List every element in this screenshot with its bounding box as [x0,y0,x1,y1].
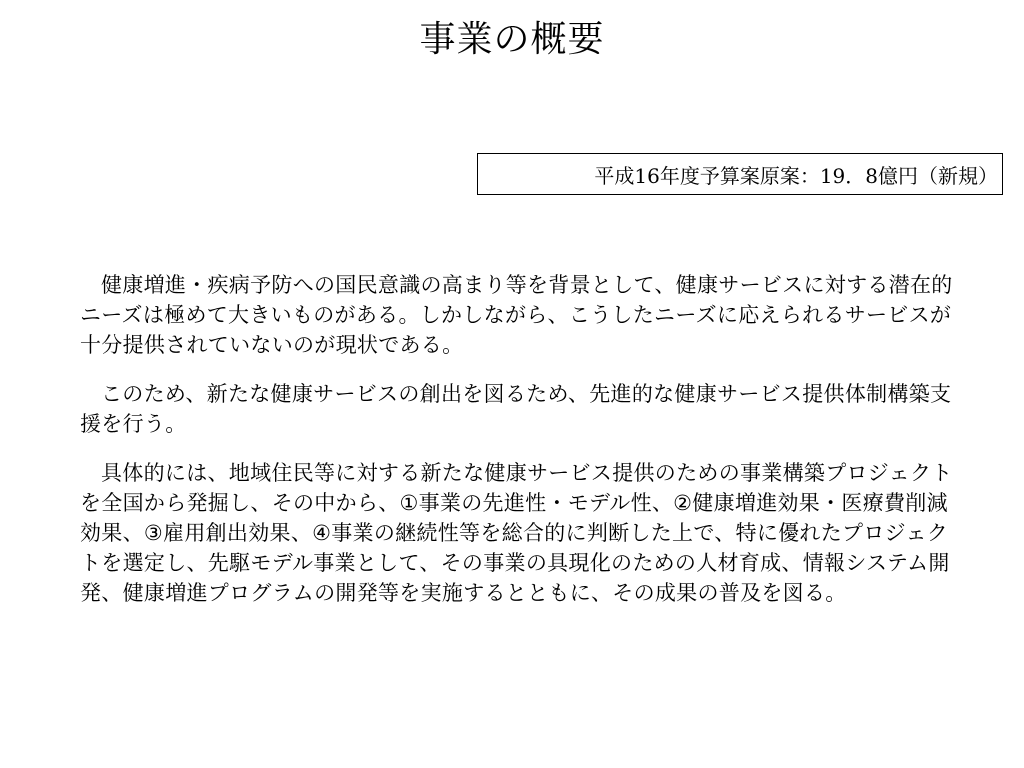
paragraph-purpose: このため、新たな健康サービスの創出を図るため、先進的な健康サービス提供体制構築支援を行う。 [80,382,952,436]
page-title: 事業の概要 [419,19,605,60]
paragraph-background: 健康増進・疾病予防への国民意識の高まり等を背景として、健康サービスに対する潜在的ニーズは極めて大きいものがある。しかしながら、こうしたニーズに応えられるサービスが十分提供されていないのが現状である。 [80,273,953,357]
budget-note: 平成16年度予算案原案：19．8億円（新規） [594,163,998,188]
paragraph-details: 具体的には、地域住民等に対する新たな健康サービス提供のための事業構築プロジェクトを全国から発掘し、その中から、①事業の先進性・モデル性、②健康増進効果・医療費削減効果、③雇用創出効果、④事業の継続性等を総合的に判断した上で、特に優れたプロジェクトを選定し、先駆モデル事業として、その事業の具現化のための人材育成、情報システム開発、健康増進プログラムの開発等を実施するとともに、その成果の普及を図る。 [80,461,953,605]
budget-note-box [477,153,1003,195]
body-text [80,270,960,627]
